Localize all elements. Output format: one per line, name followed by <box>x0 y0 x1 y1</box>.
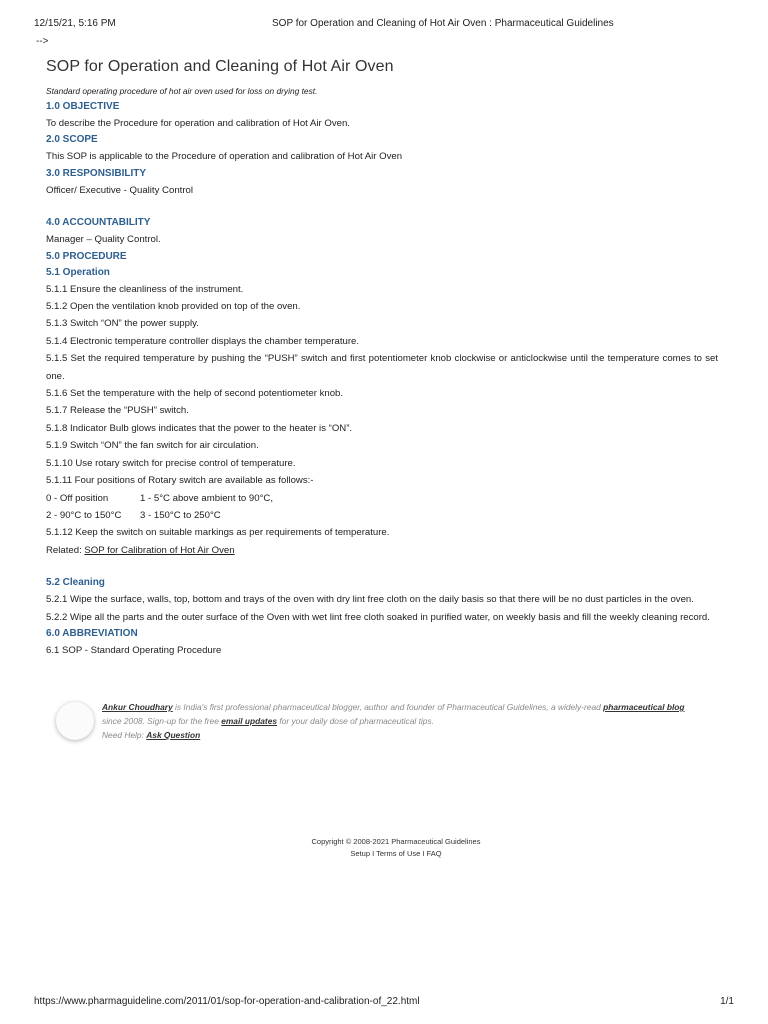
article-content <box>46 58 718 659</box>
accountability-text: Manager – Quality Control. <box>46 234 161 246</box>
help-label: Need Help: <box>102 730 147 740</box>
print-url: https://www.pharmaguideline.com/2011/01/sop-for-operation-and-calibration-of_22.html <box>34 996 420 1007</box>
scope-heading: 2.0 SCOPE <box>46 134 98 146</box>
related-line <box>46 542 718 559</box>
author-bio-text: is India's first professional pharmaceutical blogger, author and founder of Pharmaceutical Guidelines, a widely-read <box>172 702 604 712</box>
operation-step: 5.1.6 Set the temperature with the help of second potentiometer knob. <box>46 388 344 400</box>
related-label: Related: <box>46 544 85 556</box>
abbreviation-text: 6.1 SOP - Standard Operating Procedure <box>46 644 222 656</box>
operation-step: 5.1.2 Open the ventilation knob provided on top of the oven. <box>46 301 301 313</box>
operation-step: 5.1.8 Indicator Bulb glows indicates that the power to the heater is “ON”. <box>46 422 353 434</box>
stray-arrow-text: --> <box>36 36 49 47</box>
operation-step: 5.1.3 Switch “ON” the power supply. <box>46 318 199 330</box>
objective-heading: 1.0 OBJECTIVE <box>46 101 120 112</box>
operation-step: 5.1.1 Ensure the cleanliness of the instrument. <box>46 283 244 295</box>
objective-text: To describe the Procedure for operation and calibration of Hot Air Oven. <box>46 118 350 129</box>
print-page-number: 1/1 <box>720 996 734 1007</box>
print-footer <box>34 996 734 1010</box>
operation-step: 5.1.5 Set the required temperature by pushing the “PUSH” switch and first potentiometer knob clockwise or anticlockwise until the temperature comes to set one. <box>46 353 718 382</box>
rotary-position: 0 - Off position <box>46 492 109 504</box>
blog-link[interactable]: pharmaceutical blog <box>603 702 685 712</box>
footer-links[interactable]: Setup I Terms of Use I FAQ <box>350 849 442 858</box>
operation-step: 5.1.12 Keep the switch on suitable markings as per requirements of temperature. <box>46 527 390 539</box>
author-name-link[interactable]: Ankur Choudhary <box>102 702 173 712</box>
rotary-position-row <box>46 507 718 524</box>
cleaning-step: 5.2.1 Wipe the surface, walls, top, bottom and trays of the oven with dry lint free cloth on the daily basis so that there will be no dust particles in the oven. <box>46 594 694 606</box>
rotary-position: 1 - 5°C above ambient to 90°C, <box>140 492 273 504</box>
responsibility-heading: 3.0 RESPONSIBILITY <box>46 167 147 179</box>
ask-question-link[interactable]: Ask Question <box>146 730 201 740</box>
operation-step: 5.1.4 Electronic temperature controller displays the chamber temperature. <box>46 335 360 347</box>
operation-step: 5.1.10 Use rotary switch for precise control of temperature. <box>46 457 296 469</box>
accountability-heading: 4.0 ACCOUNTABILITY <box>46 217 151 229</box>
author-bio <box>102 700 692 742</box>
responsibility-text: Officer/ Executive - Quality Control <box>46 184 193 196</box>
print-header <box>34 18 734 32</box>
operation-step: 5.1.11 Four positions of Rotary switch are available as follows:- <box>46 475 314 487</box>
article-intro: Standard operating procedure of hot air oven used for loss on drying test. <box>46 86 318 96</box>
procedure-heading: 5.0 PROCEDURE <box>46 250 127 262</box>
author-avatar <box>56 702 94 740</box>
site-footer <box>0 836 768 860</box>
cleaning-step: 5.2.2 Wipe all the parts and the outer surface of the Oven with wet lint free cloth soaked in purified water, on weekly basis and fill the weekly cleaning record. <box>46 611 710 623</box>
rotary-position: 3 - 150°C to 250°C <box>140 509 221 521</box>
operation-step: 5.1.9 Switch “ON” the fan switch for air circulation. <box>46 440 259 452</box>
abbreviation-heading: 6.0 ABBREVIATION <box>46 627 138 639</box>
author-box <box>56 700 696 750</box>
author-bio-text: for your daily dose of pharmaceutical tips. <box>277 716 434 726</box>
print-document-title: SOP for Operation and Cleaning of Hot Air Oven : Pharmaceutical Guidelines <box>272 18 614 29</box>
page-title: SOP for Operation and Cleaning of Hot Air Oven <box>46 58 394 75</box>
author-bio-text: since 2008. Sign-up for the free <box>102 716 222 726</box>
rotary-position-row <box>46 490 718 507</box>
operation-heading: 5.1 Operation <box>46 266 110 278</box>
scope-text: This SOP is applicable to the Procedure of operation and calibration of Hot Air Oven <box>46 151 403 163</box>
copyright-text: Copyright © 2008-2021 Pharmaceutical Guidelines <box>311 837 481 846</box>
rotary-position: 2 - 90°C to 150°C <box>46 509 122 521</box>
related-link[interactable]: SOP for Calibration of Hot Air Oven <box>84 544 235 556</box>
operation-step: 5.1.7 Release the “PUSH” switch. <box>46 405 189 417</box>
email-updates-link[interactable]: email updates <box>221 716 278 726</box>
print-timestamp: 12/15/21, 5:16 PM <box>34 18 116 29</box>
cleaning-heading: 5.2 Cleaning <box>46 577 105 589</box>
